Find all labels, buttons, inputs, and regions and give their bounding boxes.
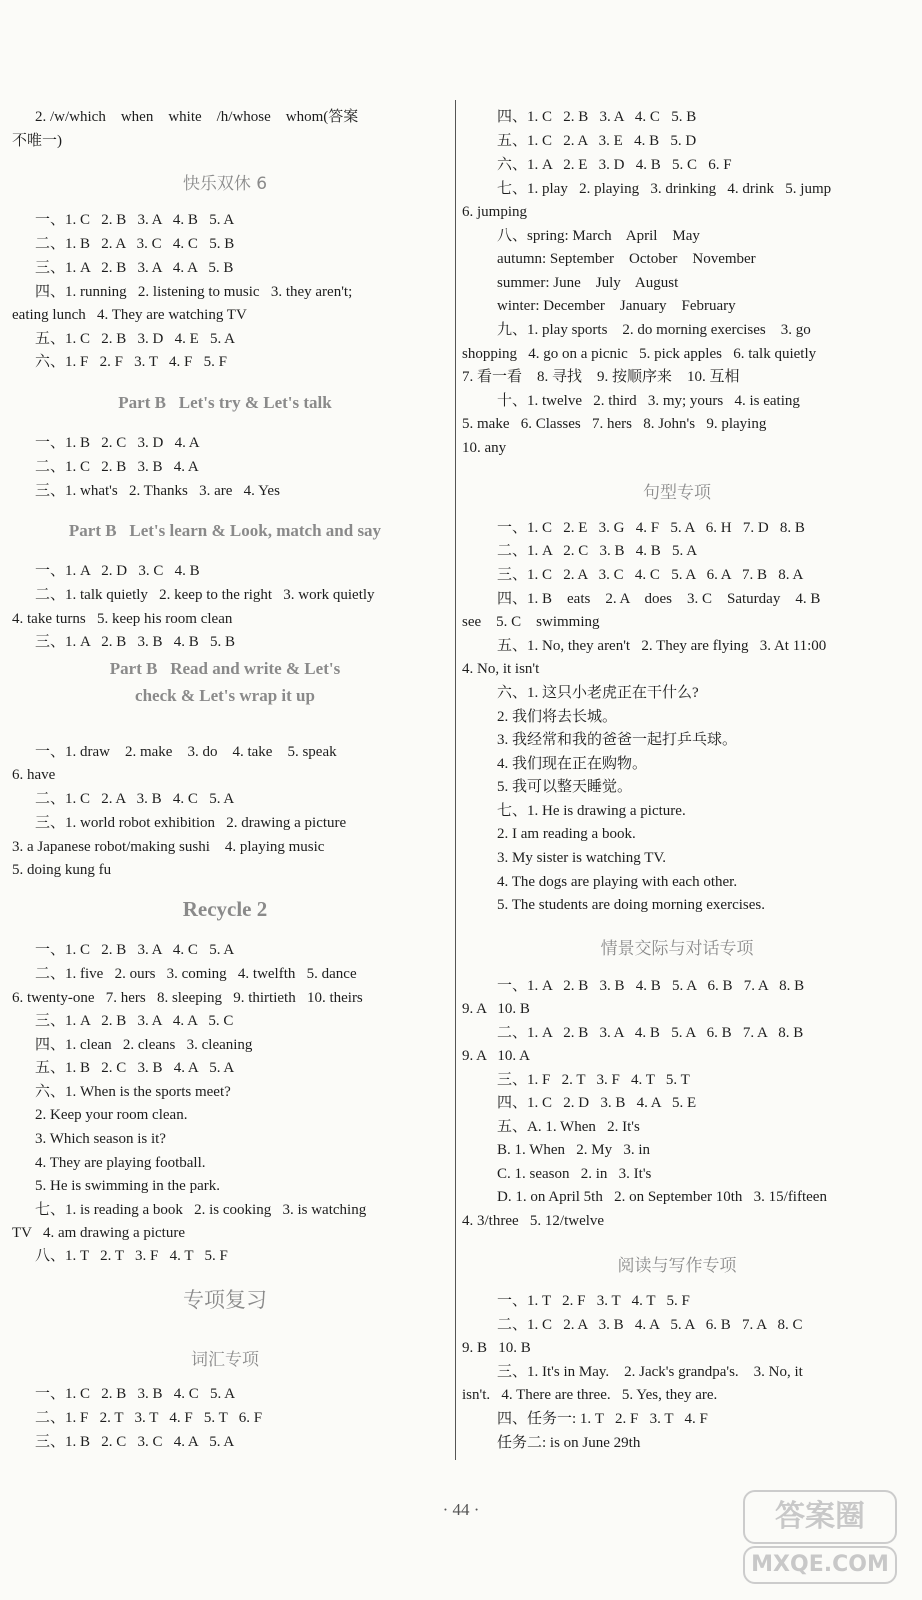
answer-line: 一、1. C 2. B 3. A 4. C 5. A — [35, 942, 235, 958]
answer-line: 三、1. A 2. B 3. A 4. A 5. C — [35, 1013, 234, 1029]
answer-line: 二、1. A 2. C 3. B 4. B 5. A — [497, 543, 698, 559]
answer-line: 4. They are playing football. — [35, 1155, 206, 1171]
page-number: · 44 · — [442, 1500, 480, 1519]
watermark-bottom: MXQE.COM — [743, 1546, 897, 1584]
answer-line: 9. A 10. A — [462, 1048, 530, 1064]
answer-line: summer: June July August — [497, 275, 679, 291]
answer-line: 5. 我可以整天睡觉。 — [497, 779, 633, 795]
answer-line: 不唯一) — [12, 133, 62, 149]
answer-line: 一、1. draw 2. make 3. do 4. take 5. speak — [35, 744, 337, 760]
answer-line: 二、1. C 2. A 3. B 4. C 5. A — [35, 791, 235, 807]
answer-line: 四、1. clean 2. cleans 3. cleaning — [35, 1037, 253, 1053]
answer-line: 一、1. C 2. E 3. G 4. F 5. A 6. H 7. D 8. B — [497, 520, 805, 536]
answer-line: 六、1. A 2. E 3. D 4. B 5. C 6. F — [497, 157, 732, 173]
answer-line: 5. make 6. Classes 7. hers 8. John's 9. playing — [462, 416, 767, 432]
answer-line: 三、1. A 2. B 3. A 4. A 5. B — [35, 260, 234, 276]
answer-line: 三、1. world robot exhibition 2. drawing a picture — [35, 815, 347, 831]
section-heading: 句型专项 — [643, 483, 711, 503]
answer-line: winter: December January February — [497, 298, 736, 314]
answer-line: 九、1. play sports 2. do morning exercises 3. go — [497, 322, 811, 338]
answer-line: isn't. 4. There are three. 5. Yes, they are. — [462, 1387, 718, 1403]
answer-line: shopping 4. go on a picnic 5. pick apples 6. talk quietly — [462, 346, 817, 362]
section-heading: 词汇专项 — [191, 1350, 259, 1370]
section-heading: check & Let's wrap it up — [135, 686, 315, 705]
answer-line: 2. 我们将去长城。 — [497, 709, 618, 725]
answer-line: 五、1. No, they aren't 2. They are flying 3. At 11:00 — [497, 638, 827, 654]
answer-line: 二、1. C 2. A 3. B 4. A 5. A 6. B 7. A 8. C — [497, 1317, 803, 1333]
answer-line: 五、1. C 2. B 3. D 4. E 5. A — [35, 331, 236, 347]
answer-line: 四、1. C 2. D 3. B 4. A 5. E — [497, 1095, 697, 1111]
section-heading: 专项复习 — [183, 1288, 267, 1312]
answer-line: 6. jumping — [462, 204, 528, 220]
answer-line: 三、1. what's 2. Thanks 3. are 4. Yes — [35, 483, 280, 499]
answer-line: 5. doing kung fu — [12, 862, 112, 878]
answer-line: 二、1. F 2. T 3. T 4. F 5. T 6. F — [35, 1410, 263, 1426]
answer-line: 一、1. B 2. C 3. D 4. A — [35, 435, 200, 451]
answer-line: TV 4. am drawing a picture — [12, 1225, 186, 1241]
answer-line: 五、1. C 2. A 3. E 4. B 5. D — [497, 133, 697, 149]
answer-line: 9. B 10. B — [462, 1340, 531, 1356]
answer-line: 3. My sister is watching TV. — [497, 850, 667, 866]
answer-line: 4. No, it isn't — [462, 661, 540, 677]
answer-line: 2. /w/which when white /h/whose whom(答案 — [35, 109, 359, 125]
answer-line: 一、1. C 2. B 3. B 4. C 5. A — [35, 1386, 236, 1402]
answer-line: 6. have — [12, 767, 56, 783]
section-heading: Part B Read and write & Let's — [109, 659, 341, 678]
section-heading: 情景交际与对话专项 — [600, 939, 754, 959]
answer-line: 7. 看一看 8. 寻找 9. 按顺序来 10. 互相 — [462, 369, 740, 385]
answer-line: 八、spring: March April May — [497, 228, 700, 244]
answer-line: 3. Which season is it? — [35, 1131, 166, 1147]
answer-line: 2. I am reading a book. — [497, 826, 636, 842]
answer-line: 四、1. C 2. B 3. A 4. C 5. B — [497, 109, 697, 125]
answer-line: 六、1. F 2. F 3. T 4. F 5. F — [35, 354, 227, 370]
answer-line: 3. a Japanese robot/making sushi 4. playing music — [12, 839, 325, 855]
section-heading: Part B Let's learn & Look, match and say — [68, 521, 382, 540]
answer-line: 4. The dogs are playing with each other. — [497, 874, 738, 890]
answer-line: 四、任务一: 1. T 2. F 3. T 4. F — [497, 1411, 708, 1427]
answer-line: 2. Keep your room clean. — [35, 1107, 188, 1123]
answer-line: 6. twenty-one 7. hers 8. sleeping 9. thirtieth 10. theirs — [12, 990, 363, 1006]
answer-line: autumn: September October November — [497, 251, 756, 267]
answer-line: 4. 3/three 5. 12/twelve — [462, 1213, 605, 1229]
section-heading: Part B Let's try & Let's talk — [118, 393, 332, 412]
answer-line: 三、1. A 2. B 3. B 4. B 5. B — [35, 634, 236, 650]
answer-line: eating lunch 4. They are watching TV — [12, 307, 247, 323]
answer-line: 三、1. It's in May. 2. Jack's grandpa's. 3. No, it — [497, 1364, 803, 1380]
answer-line: 二、1. B 2. A 3. C 4. C 5. B — [35, 236, 235, 252]
answer-line: 六、1. 这只小老虎正在干什么? — [497, 685, 699, 701]
answer-line: 七、1. He is drawing a picture. — [497, 803, 686, 819]
section-heading: Recycle 2 — [182, 897, 268, 921]
answer-line: 任务二: is on June 29th — [497, 1435, 641, 1451]
answer-line: 五、1. B 2. C 3. B 4. A 5. A — [35, 1060, 235, 1076]
answer-line: D. 1. on April 5th 2. on September 10th 3. 15/fifteen — [497, 1189, 827, 1205]
answer-line: 五、A. 1. When 2. It's — [497, 1119, 640, 1135]
watermark-logo — [725, 1482, 910, 1592]
answer-line: 二、1. five 2. ours 3. coming 4. twelfth 5. dance — [35, 966, 357, 982]
answer-line: 三、1. F 2. T 3. F 4. T 5. T — [497, 1072, 690, 1088]
answer-line: 一、1. C 2. B 3. A 4. B 5. A — [35, 212, 235, 228]
answer-line: 四、1. running 2. listening to music 3. they aren't; — [35, 284, 353, 300]
answer-line: 八、1. T 2. T 3. F 4. T 5. F — [35, 1248, 228, 1264]
answer-line: 10. any — [462, 440, 507, 456]
answer-line: 三、1. B 2. C 3. C 4. A 5. A — [35, 1434, 235, 1450]
answer-line: C. 1. season 2. in 3. It's — [497, 1166, 652, 1182]
answer-line: 4. take turns 5. keep his room clean — [12, 611, 233, 627]
answer-line: 六、1. When is the sports meet? — [35, 1084, 231, 1100]
answer-line: 四、1. B eats 2. A does 3. C Saturday 4. B — [497, 591, 821, 607]
answer-line: 七、1. play 2. playing 3. drinking 4. drink 5. jump — [497, 181, 832, 197]
answer-line: 十、1. twelve 2. third 3. my; yours 4. is eating — [497, 393, 800, 409]
answer-line: 3. 我经常和我的爸爸一起打乒乓球。 — [497, 732, 738, 748]
answer-line: 一、1. A 2. B 3. B 4. B 5. A 6. B 7. A 8. B — [497, 978, 805, 994]
answer-line: 二、1. talk quietly 2. keep to the right 3. work quietly — [35, 587, 375, 603]
answer-line: 5. He is swimming in the park. — [35, 1178, 220, 1194]
answer-line: 一、1. T 2. F 3. T 4. T 5. F — [497, 1293, 690, 1309]
answer-line: 9. A 10. B — [462, 1001, 530, 1017]
watermark-top: 答案圈 — [743, 1490, 897, 1544]
answer-line: 七、1. is reading a book 2. is cooking 3. is watching — [35, 1202, 367, 1218]
column-divider — [455, 100, 456, 1460]
answer-line: 4. 我们现在正在购物。 — [497, 756, 648, 772]
section-heading: 快乐双休 6 — [182, 174, 268, 194]
answer-line: B. 1. When 2. My 3. in — [497, 1142, 651, 1158]
answer-line: 一、1. A 2. D 3. C 4. B — [35, 563, 200, 579]
answer-line: see 5. C swimming — [462, 614, 600, 630]
answer-line: 二、1. A 2. B 3. A 4. B 5. A 6. B 7. A 8. B — [497, 1025, 804, 1041]
answer-line: 三、1. C 2. A 3. C 4. C 5. A 6. A 7. B 8. A — [497, 567, 804, 583]
answer-line: 5. The students are doing morning exercises. — [497, 897, 765, 913]
answer-line: 二、1. C 2. B 3. B 4. A — [35, 459, 199, 475]
section-heading: 阅读与写作专项 — [617, 1256, 737, 1276]
